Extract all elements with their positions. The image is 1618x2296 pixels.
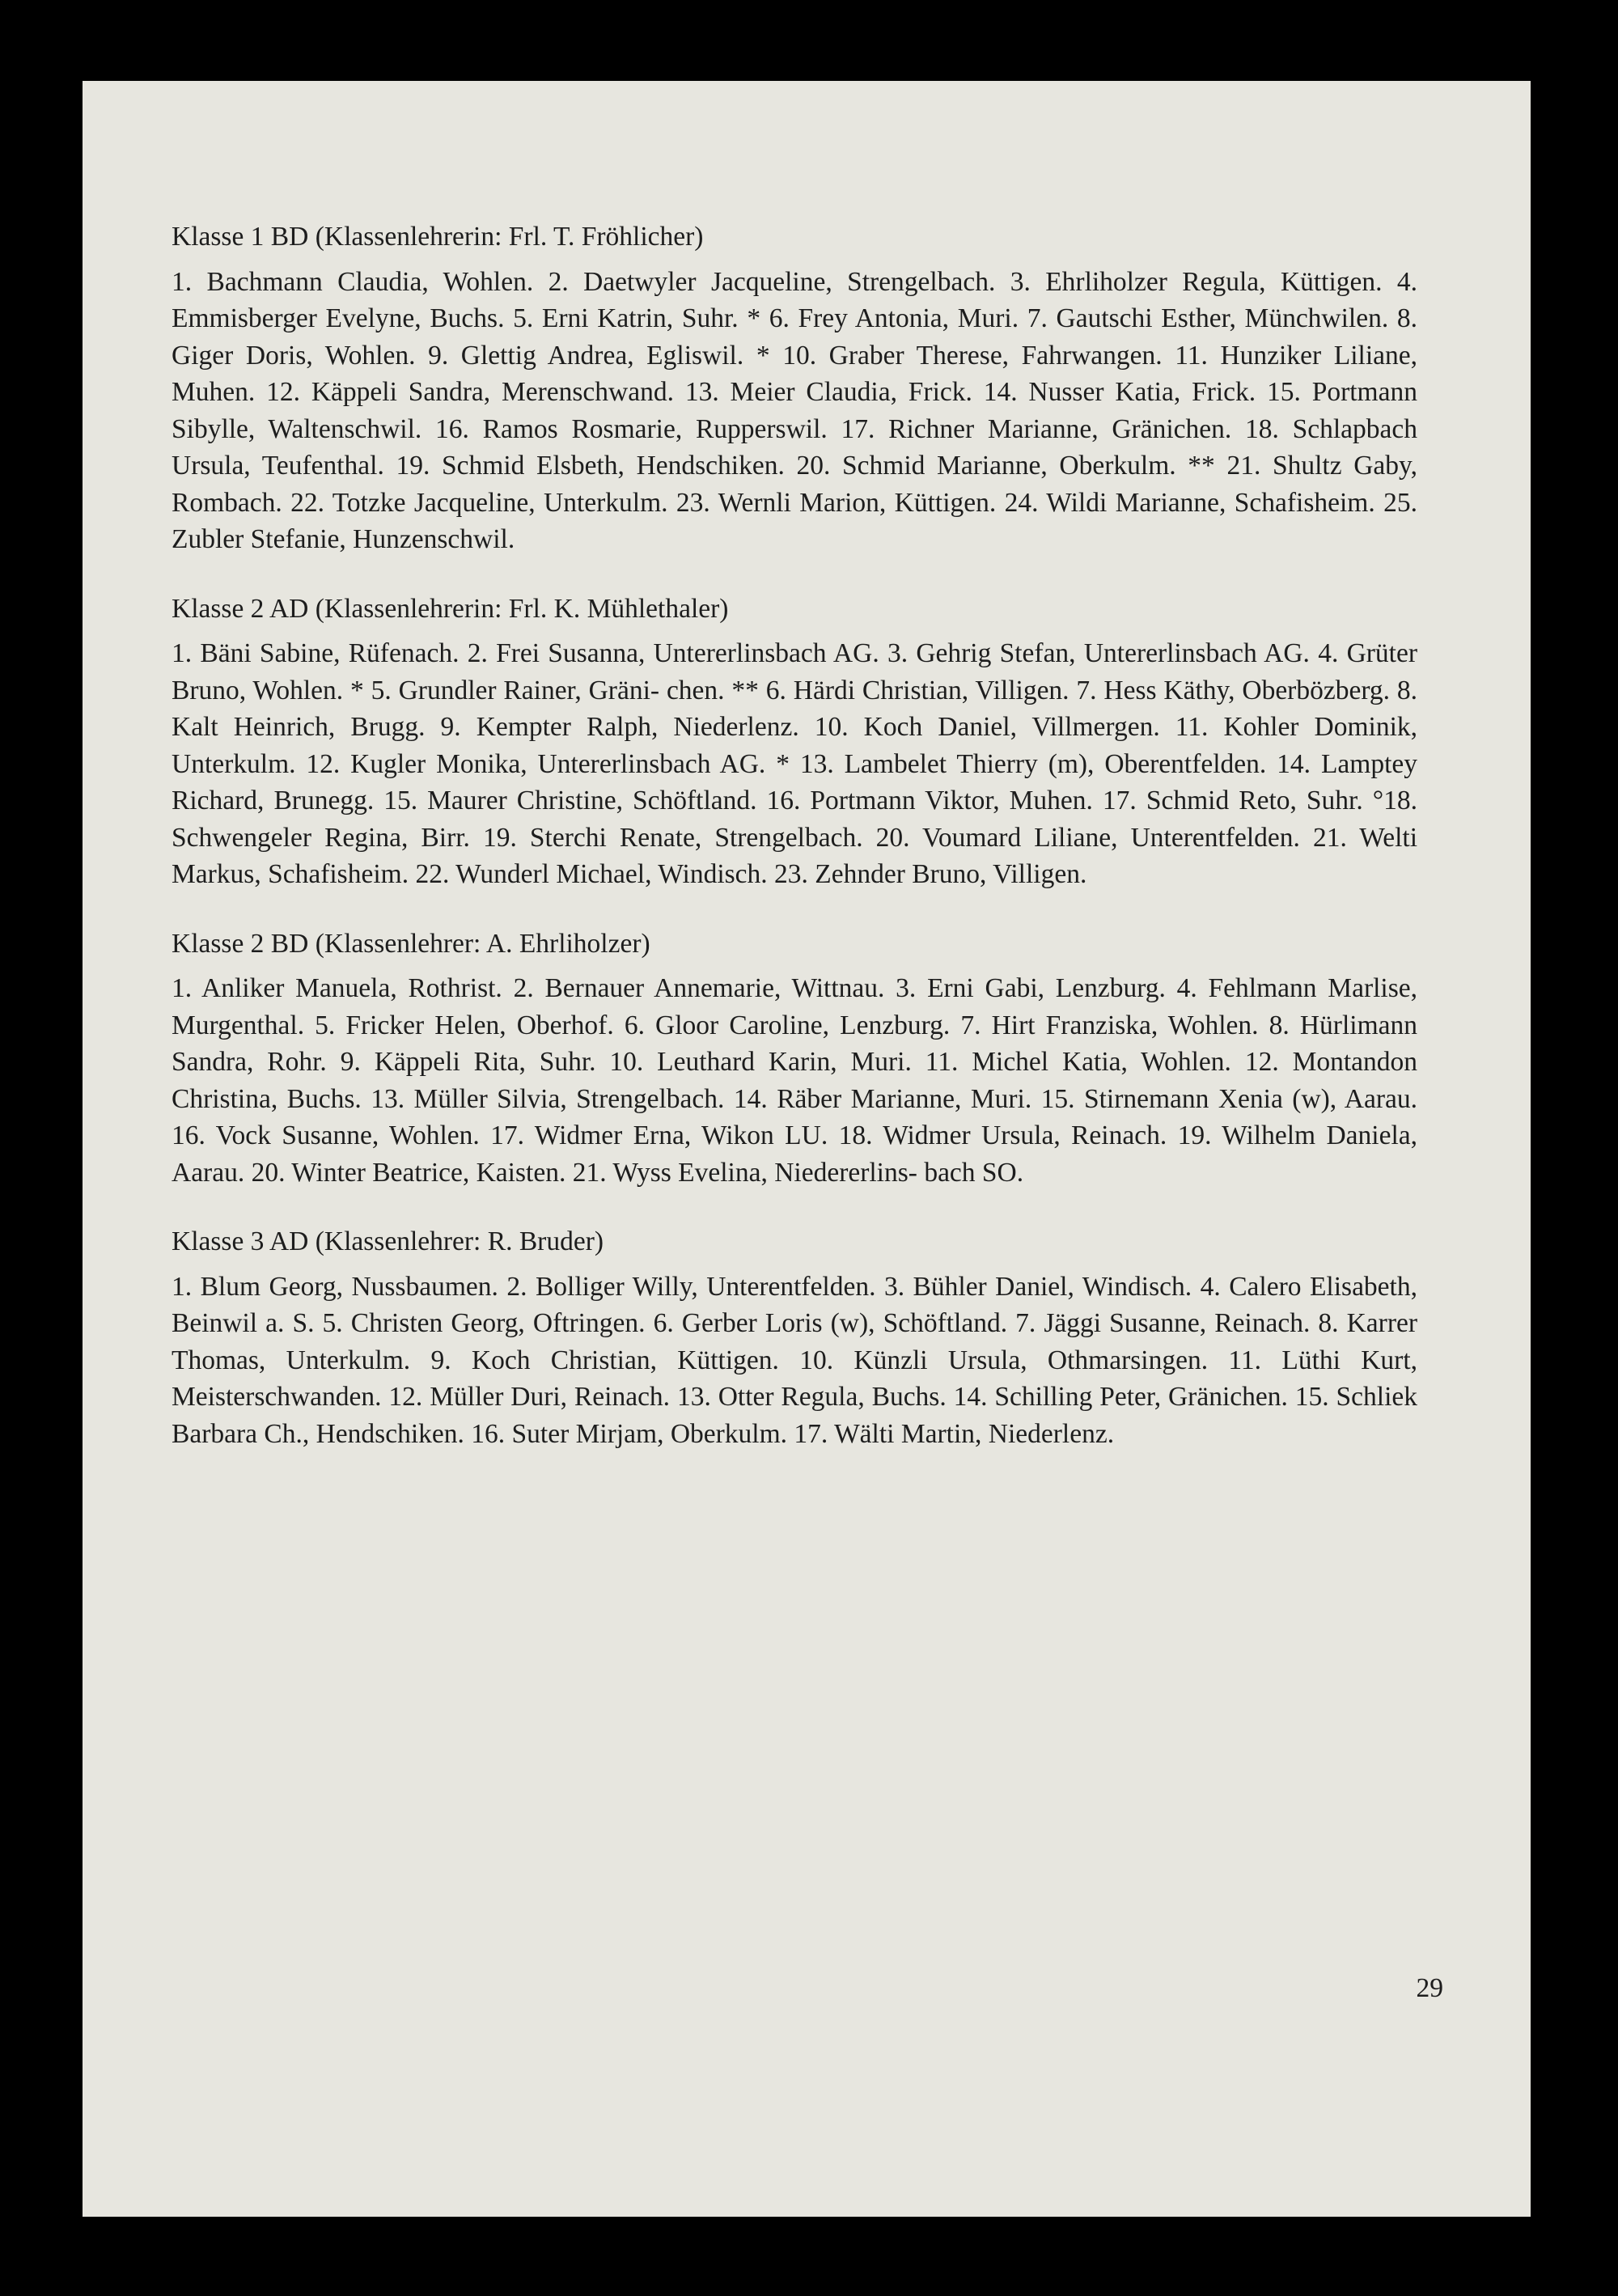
student-list-line: 17. Widmer Erna, Wikon LU. 18. Widmer Ursula, Reinach. 19. Wilhelm — [490, 1120, 1316, 1150]
class-section — [172, 926, 1417, 1192]
student-list — [172, 264, 1417, 558]
student-list — [172, 635, 1417, 893]
class-section — [172, 218, 1417, 558]
class-section — [172, 591, 1417, 893]
student-list-line: Windisch. 4. Calero Elisabeth, Beinwil a. S. 5. Christen Georg, Oftringen. — [172, 1271, 1417, 1338]
student-list-line: Buchs. 14. Schilling Peter, Gränichen. 15. Schliek Barbara Ch., Hendschiken. — [172, 1382, 1418, 1449]
student-list-line: bach SO. — [924, 1157, 1024, 1188]
student-list-line: Suhr. * 6. Frey Antonia, Muri. 7. Gautschi Esther, Münchwilen. 8. Giger Doris, — [172, 303, 1418, 371]
student-list-line: 15. Maurer Christine, Schöftland. 16. Portmann Viktor, Muhen. 17. Schmid — [383, 786, 1230, 815]
student-list-line: Heinrich, Brugg. 9. Kempter Ralph, Niederlenz. 10. Koch Daniel, Villmergen. — [233, 712, 1160, 742]
student-list-line: * 13. Lambelet Thierry (m), Oberentfelden. 14. Lamptey Richard, Brunegg. — [172, 748, 1418, 815]
student-list — [172, 1269, 1417, 1453]
class-lists — [172, 218, 1417, 1485]
student-list-line: 16. Ramos Rosmarie, Rupperswil. 17. Richner Marianne, Gränichen. — [435, 413, 1232, 444]
student-list-line: 12. Montandon Christina, Buchs. 13. Müller Silvia, Strengelbach. 14. Räber — [172, 1047, 1418, 1114]
class-section — [172, 1223, 1417, 1452]
student-list-line: Unterkulm. 9. Koch Christian, Küttigen. 10. Künzli Ursula, Othmarsingen. — [286, 1345, 1209, 1375]
student-list-line: 1. Blum Georg, Nussbaumen. 2. Bolliger Willy, Unterentfelden. 3. Bühler Daniel, — [172, 1271, 1074, 1302]
student-list-line: 18. Schlapbach Ursula, Teufenthal. 19. Schmid Elsbeth, Hendschiken. — [172, 413, 1418, 481]
student-list-line: 11. Kohler Dominik, Unterkulm. 12. Kugler Monika, Untererlinsbach AG. — [172, 712, 1418, 779]
student-list-line: chen. ** 6. Härdi Christian, Villigen. 7. Hess Käthy, Oberbözberg. 8. Kalt — [172, 675, 1417, 742]
student-list-line: Claudia, Frick. 14. Nusser Katia, Frick. 15. Portmann Sibylle, Waltenschwil. — [172, 377, 1417, 444]
student-list-line: 22. Wunderl Michael, Windisch. 23. Zehnder Bruno, Villigen. — [415, 859, 1087, 889]
student-list-line: Caroline, Lenzburg. 7. Hirt Franziska, Wohlen. 8. Hürlimann Sandra, Rohr. — [172, 1010, 1417, 1077]
student-list-line: 9. Käppeli Rita, Suhr. 10. Leuthard Karin, Muri. 11. Michel Katia, Wohlen. — [340, 1047, 1231, 1077]
class-heading: Klasse 2 BD (Klassenlehrer: A. Ehrliholzer) — [172, 928, 650, 959]
page-number: 29 — [1416, 1973, 1443, 2003]
student-list-line: Reto, Suhr. °18. Schwengeler Regina, Birr. 19. Sterchi Renate, Strengelbach. — [172, 786, 1418, 853]
student-list-line: 11. Hunziker Liliane, Muhen. 12. Käppeli Sandra, Merenschwand. 13. Meier — [172, 340, 1417, 407]
class-heading: Klasse 2 AD (Klassenlehrerin: Frl. K. Mühlethaler) — [172, 593, 729, 624]
class-heading: Klasse 1 BD (Klassenlehrerin: Frl. T. Fröhlicher) — [172, 222, 704, 252]
student-list-line: Jacqueline, Unterkulm. 23. Wernli Marion, Küttigen. 24. Wildi Marianne, — [413, 487, 1226, 518]
student-list-line: 20. Schmid Marianne, Oberkulm. ** 21. Shultz Gaby, Rombach. 22. Totzke — [172, 451, 1417, 518]
student-list-line: Marianne, Muri. 15. Stirnemann Xenia (w), Aarau. 16. Vock Susanne, Wohlen. — [172, 1083, 1417, 1150]
student-list-line: 20. Voumard Liliane, Unterentfelden. 21. Welti Markus, Schafisheim. — [172, 822, 1418, 889]
student-list-line: 1. Bäni Sabine, Rüfenach. 2. Frei Susanna, Untererlinsbach AG. 3. Gehrig Stefan, — [172, 638, 1076, 668]
document-page — [83, 81, 1531, 2217]
student-list-line: Daniela, Aarau. 20. Winter Beatrice, Kaisten. 21. Wyss Evelina, Niedererlins- — [172, 1120, 1418, 1188]
student-list-line: 16. Suter Mirjam, Oberkulm. 17. Wälti Martin, Niederlenz. — [471, 1418, 1115, 1449]
class-heading: Klasse 3 AD (Klassenlehrer: R. Bruder) — [172, 1226, 604, 1256]
student-list-line: Untererlinsbach AG. 4. Grüter Bruno, Wohlen. * 5. Grundler Rainer, Gräni- — [172, 638, 1417, 705]
student-list-line: Wohlen. 9. Glettig Andrea, Egliswil. * 10. Graber Therese, Fahrwangen. — [324, 340, 1163, 371]
student-list-line: 11. Lüthi Kurt, Meisterschwanden. 12. Müller Duri, Reinach. 13. Otter Regula, — [172, 1345, 1418, 1412]
student-list-line: 6. Gerber Loris (w), Schöftland. 7. Jäggi Susanne, Reinach. 8. Karrer Thomas, — [172, 1308, 1418, 1375]
student-list-line: Lenzburg. 4. Fehlmann Marlise, Murgenthal. 5. Fricker Helen, Oberhof. 6. Gloor — [172, 973, 1417, 1040]
student-list — [172, 970, 1417, 1191]
student-list-line: 1. Bachmann Claudia, Wohlen. 2. Daetwyler Jacqueline, Strengelbach. — [172, 266, 996, 297]
student-list-line: 1. Anliker Manuela, Rothrist. 2. Bernauer Annemarie, Wittnau. 3. Erni Gabi, — [172, 973, 1044, 1003]
student-list-line: 3. Ehrliholzer Regula, Küttigen. 4. Emmisberger Evelyne, Buchs. 5. Erni Katrin, — [172, 266, 1417, 333]
student-list-line: Schafisheim. 25. Zubler Stefanie, Hunzenschwil. — [172, 487, 1418, 554]
